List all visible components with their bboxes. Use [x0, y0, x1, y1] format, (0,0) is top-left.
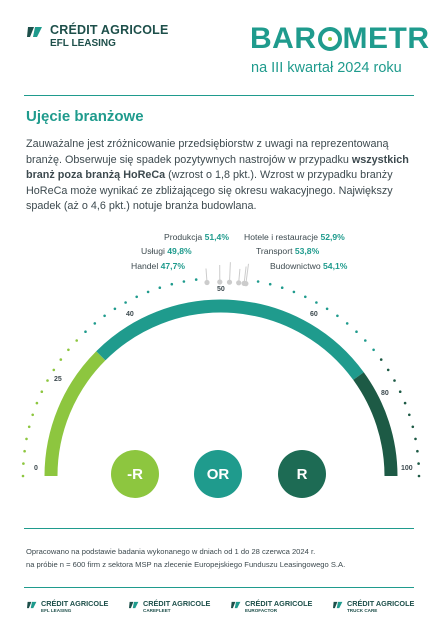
- sector-pointer-dot: [236, 280, 241, 285]
- footer-logo-eurofactor: CRÉDIT AGRICOLE EUROFACTOR: [230, 600, 312, 614]
- gauge-arc-mid: [101, 306, 359, 376]
- gauge-dot: [67, 349, 70, 352]
- logo-sub: EFL LEASING: [50, 37, 116, 49]
- sector-pointer-dot: [217, 279, 222, 284]
- gauge-dot: [336, 315, 339, 318]
- footnote-line-1: Opracowano na podstawie badania wykonanego w dniach od 1 do 28 czerwca 2024 r.: [26, 547, 316, 556]
- sector-label-handel: Handel 47,7%: [131, 261, 185, 271]
- gauge-dot: [114, 308, 117, 311]
- body-bold: wszystkich branż poza branżą HoReCa: [26, 153, 409, 182]
- gauge-dot: [60, 358, 63, 361]
- gauge-dot: [94, 322, 97, 325]
- gauge-dot: [22, 462, 25, 465]
- gauge-dot: [293, 291, 296, 294]
- gauge-dot: [380, 358, 383, 361]
- gauge-dot: [304, 296, 307, 299]
- body-text-2: (wzrost o 1,8 pkt.). Wzrost w przypadku branży HoReCa może wynikać ze zbliżającego się okresu wakacyjnego. Największy spadek (aż o 4,6 pkt.) notuje branża budowlana.: [26, 169, 393, 213]
- ca-logo-icon: [26, 600, 38, 610]
- gauge-dot: [393, 379, 396, 382]
- bottom-divider: [24, 528, 414, 529]
- gauge-dot: [28, 426, 31, 429]
- gauge-dot: [416, 450, 419, 453]
- gauge-dot: [326, 308, 329, 311]
- gauge-dot: [183, 280, 186, 283]
- sector-label-transport: Transport 53,8%: [256, 246, 320, 256]
- quarter-subtitle: na III kwartał 2024 roku: [251, 60, 402, 76]
- gauge-dot: [257, 280, 260, 283]
- gauge-dot: [346, 322, 349, 325]
- gauge-dot: [23, 450, 26, 453]
- gauge-dot: [22, 475, 25, 478]
- gauge-dot: [412, 426, 415, 429]
- section-title: Ujęcie branżowe: [26, 108, 144, 125]
- sector-pointer-line: [230, 262, 231, 282]
- tick-50: 50: [217, 286, 225, 293]
- gauge-dot: [408, 414, 411, 417]
- gauge-dot: [75, 339, 78, 342]
- footer-logo-carefleet: CRÉDIT AGRICOLE CAREFLEET: [128, 600, 210, 614]
- gauge-dot: [404, 402, 407, 405]
- gauge-dot: [31, 414, 34, 417]
- body-text-1: Zauważalne jest zróżnicowanie przedsiębiorstw z uwagi na reprezentowaną branżę. Obserwuje się spadek pozytywnych nastrojów w przypadku: [26, 138, 389, 166]
- gauge-dot: [269, 283, 272, 286]
- gauge-dot: [414, 438, 417, 441]
- logo-name: CRÉDIT AGRICOLE: [50, 23, 169, 37]
- gauge-dot: [46, 379, 49, 382]
- gauge-dot: [53, 369, 56, 372]
- sector-pointers: [204, 262, 248, 286]
- gauge-dot: [372, 349, 375, 352]
- gauge-dot: [36, 402, 39, 405]
- gauge-dot: [195, 278, 198, 281]
- gauge-dot: [171, 283, 174, 286]
- gauge-dot: [103, 315, 106, 318]
- ca-logo-icon: [230, 600, 242, 610]
- gauge-dot: [387, 369, 390, 372]
- circle-r: R: [278, 450, 326, 498]
- gauge-dot: [147, 291, 150, 294]
- gauge-dot: [315, 301, 318, 304]
- sector-label-hotele: Hotele i restauracje 52,9%: [244, 232, 345, 242]
- sector-pointer-dot: [243, 281, 248, 286]
- sector-pointer-dot: [204, 280, 209, 285]
- footnote-line-2: na próbie n = 600 firm z sektora MSP na zlecenie Europejskiego Funduszu Leasingowego S.A.: [26, 559, 346, 569]
- gauge-dot: [364, 339, 367, 342]
- gauge-dot: [84, 330, 87, 333]
- barometr-left: BAR: [250, 22, 317, 55]
- tick-25: 25: [54, 376, 62, 383]
- tick-60: 60: [310, 311, 318, 318]
- tick-40: 40: [126, 311, 134, 318]
- footer-logo-efl: CRÉDIT AGRICOLE EFL LEASING: [26, 600, 108, 614]
- gauge-dot: [417, 462, 420, 465]
- gauge-dot: [281, 286, 284, 289]
- sector-pointer-dot: [227, 280, 232, 285]
- gauge-dot: [135, 296, 138, 299]
- circle-or: OR: [194, 450, 242, 498]
- footer-logo-truckcare: CRÉDIT AGRICOLE TRUCK CARE: [332, 600, 414, 614]
- ca-logo-icon: [128, 600, 140, 610]
- tick-0: 0: [34, 465, 38, 472]
- gauge-arc-low: [51, 356, 101, 476]
- sector-label-budownictwo: Budownictwo 54,1%: [270, 261, 348, 271]
- ca-logo-icon: [332, 600, 344, 610]
- gauge-dot: [124, 301, 127, 304]
- gauge-dot: [159, 286, 162, 289]
- gauge-dot: [25, 438, 28, 441]
- gauge-dot: [418, 475, 421, 478]
- footer-divider: [24, 587, 414, 588]
- sector-label-uslugi: Usługi 49,8%: [141, 246, 192, 256]
- gauge-dot: [399, 390, 402, 393]
- gauge-dot: [41, 390, 44, 393]
- circle-minus-r: -R: [111, 450, 159, 498]
- footnote: [26, 546, 345, 571]
- sector-label-produkcja: Produkcja 51,4%: [164, 232, 229, 242]
- gauge-dot: [355, 330, 358, 333]
- barometr-right: METR: [342, 22, 430, 55]
- tick-100: 100: [401, 465, 413, 472]
- tick-80: 80: [381, 390, 389, 397]
